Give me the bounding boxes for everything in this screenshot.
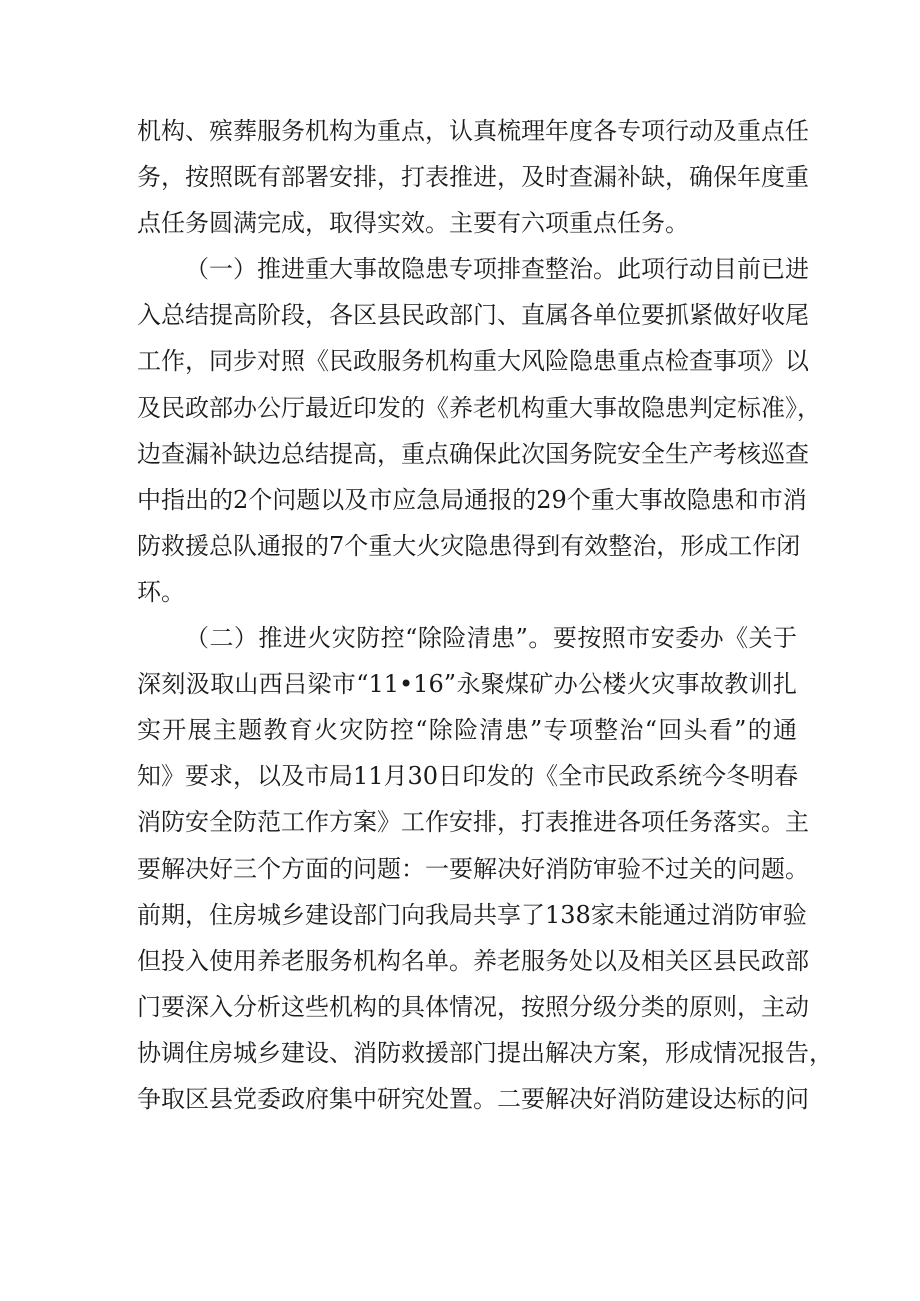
text-line: 消防安全防范工作方案》工作安排，打表推进各项任务落实。主 [137,808,809,837]
text-line: 入总结提高阶段，各区县民政部门、直属各单位要抓紧做好收尾 [137,301,809,330]
text-line: 深刻汲取山西吕梁市“11•16”永聚煤矿办公楼火灾事故教训扎 [137,670,797,699]
text-line: 边查漏补缺边总结提高，重点确保此次国务院安全生产考核巡查 [137,439,809,468]
text-line: 环。 [137,577,185,606]
text-line: 要解决好三个方面的问题：一要解决好消防审验不过关的问题。 [137,854,809,883]
text-line: 协调住房城乡建设、消防救援部门提出解决方案，形成情况报告， [137,1038,833,1067]
text-line: 务，按照既有部署安排，打表推进，及时查漏补缺，确保年度重 [137,163,809,192]
text-line: 争取区县党委政府集中研究处置。二要解决好消防建设达标的问 [137,1084,809,1113]
paragraph-first-line: （二）推进火灾防控“除险清患”。要按照市安委办《关于 [185,624,797,653]
text-line: 工作，同步对照《民政服务机构重大风险隐患重点检查事项》以 [137,347,809,376]
document-body [137,108,833,1122]
paragraph-first-line: （一）推进重大事故隐患专项排查整治。此项行动目前已进 [185,255,809,284]
text-line: 实开展主题教育火灾防控“除险清患”专项整治“回头看”的通 [137,716,797,745]
text-line: 及民政部办公厅最近印发的《养老机构重大事故隐患判定标准》， [137,393,821,422]
text-line: 防救援总队通报的7个重大火灾隐患得到有效整治，形成工作闭 [137,531,801,560]
text-line: 点任务圆满完成，取得实效。主要有六项重点任务。 [137,209,689,238]
text-line: 前期，住房城乡建设部门向我局共享了138家未能通过消防审验 [137,900,807,929]
text-line: 但投入使用养老服务机构名单。养老服务处以及相关区县民政部 [137,946,809,975]
text-line: 门要深入分析这些机构的具体情况，按照分级分类的原则，主动 [137,992,809,1021]
text-line: 知》要求，以及市局11月30日印发的《全市民政系统今冬明春 [137,762,799,791]
text-line: 机构、殡葬服务机构为重点，认真梳理年度各专项行动及重点任 [137,117,809,145]
text-line: 中指出的2个问题以及市应急局通报的29个重大事故隐患和市消 [137,485,807,514]
